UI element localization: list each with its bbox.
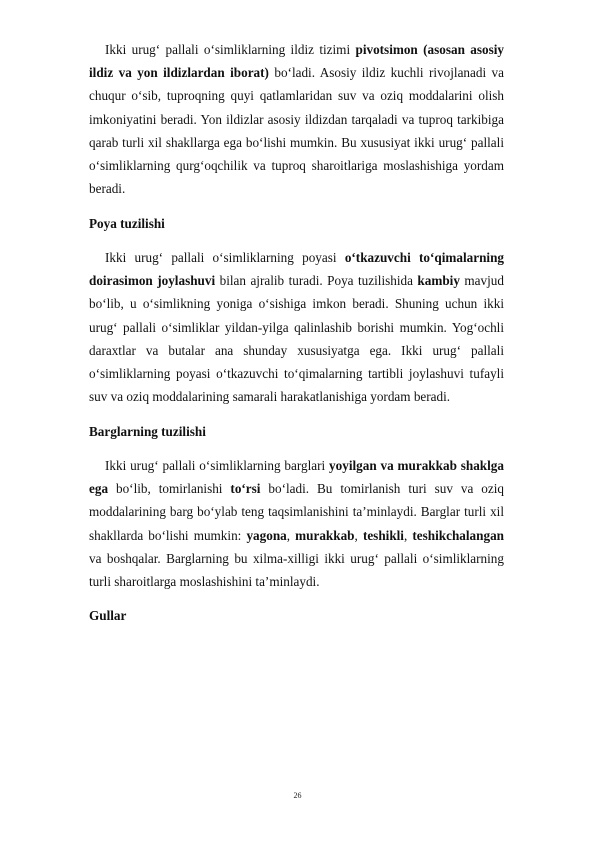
- bold-run: murakkab: [295, 527, 355, 543]
- heading-stem-structure: Poya tuzilishi: [89, 215, 165, 231]
- text-run: mavjud bo‘lib, u o‘simlikning yoniga o‘sishiga imkon beradi. Shuning uchun ikki urug‘ pallali o‘simliklar yildan-yilga qalinlashib borishi mumkin. Yog‘ochli daraxtlar va butalar ana shunday xususiyatga ega. Ikki urug‘ pallali o‘simliklarning poyasi o‘tkazuvchi to‘qimalarning tartibli joylashuvi tufayli suv va oziq moddalarining samarali harakatlanishiga yordam beradi.: [89, 273, 504, 405]
- text-run: ,: [354, 527, 363, 543]
- text-run: bo‘ladi. Bu tomirlanish turi suv va oziq moddalarining barg bo‘ylab teng taqsimlanishini ta’minlaydi. Barglar turli xil shakllarda bo‘lishi mumkin:: [89, 481, 504, 543]
- heading-flowers: Gullar: [89, 608, 127, 624]
- text-run: ,: [403, 527, 413, 543]
- paragraph-stem: [89, 246, 504, 408]
- spacer: [89, 200, 504, 211]
- spacer: [89, 408, 504, 419]
- text-run: bo‘lib, tomirlanishi: [108, 481, 231, 497]
- document-body: [89, 38, 504, 628]
- bold-run: to‘rsi: [230, 481, 261, 497]
- text-run: va boshqalar. Barglarning bu xilma-xilligi ikki urug‘ pallali o‘simliklarning turli sharoitlarga moslashishini ta’minlaydi.: [89, 550, 504, 589]
- bold-run: yagona: [246, 527, 287, 543]
- paragraph-leaves: [89, 454, 504, 593]
- text-run: Ikki urug‘ pallali o‘simliklarning poyasi: [105, 249, 345, 265]
- bold-run: pivotsimon (asosan asosiy ildiz va yon ildizlardan iborat): [89, 42, 504, 81]
- bold-run: kambiy: [417, 273, 460, 289]
- spacer: [89, 235, 504, 246]
- text-run: ,: [286, 527, 296, 543]
- text-run: Ikki urug‘ pallali o‘simliklarning ildiz tizimi: [105, 42, 356, 57]
- text-run: bilan ajralib turadi. Poya tuzilishida: [215, 273, 418, 289]
- spacer: [89, 593, 504, 604]
- text-run: bo‘ladi. Asosiy ildiz kuchli rivojlanadi va chuqur o‘sib, tuproqning quyi qatlamlaridan suv va oziq moddalarini olish imkoniyatini beradi. Yon ildizlar asosiy ildizdan tarqaladi va tuproq tarkibiga qarab turli xil shakllarga ega bo‘lishi mumkin. Bu xususiyat ikki urug‘ pallali o‘simliklarning qurg‘oqchilik va tuproq sharoitlariga moslashishiga yordam beradi.: [89, 65, 505, 197]
- bold-run: teshikchalangan: [412, 527, 504, 543]
- page-number: 26: [293, 791, 302, 800]
- heading-leaf-structure: Barglarning tuzilishi: [89, 423, 206, 439]
- text-run: Ikki urug‘ pallali o‘simliklarning barglari: [105, 457, 330, 473]
- bold-run: o‘tkazuvchi to‘qimalarning doirasimon joylashuvi: [89, 249, 504, 289]
- paragraph-root-system: [89, 38, 504, 200]
- spacer: [89, 443, 504, 454]
- bold-run: yoyilgan va murakkab shaklga ega: [89, 457, 504, 497]
- bold-run: teshikli: [362, 527, 404, 543]
